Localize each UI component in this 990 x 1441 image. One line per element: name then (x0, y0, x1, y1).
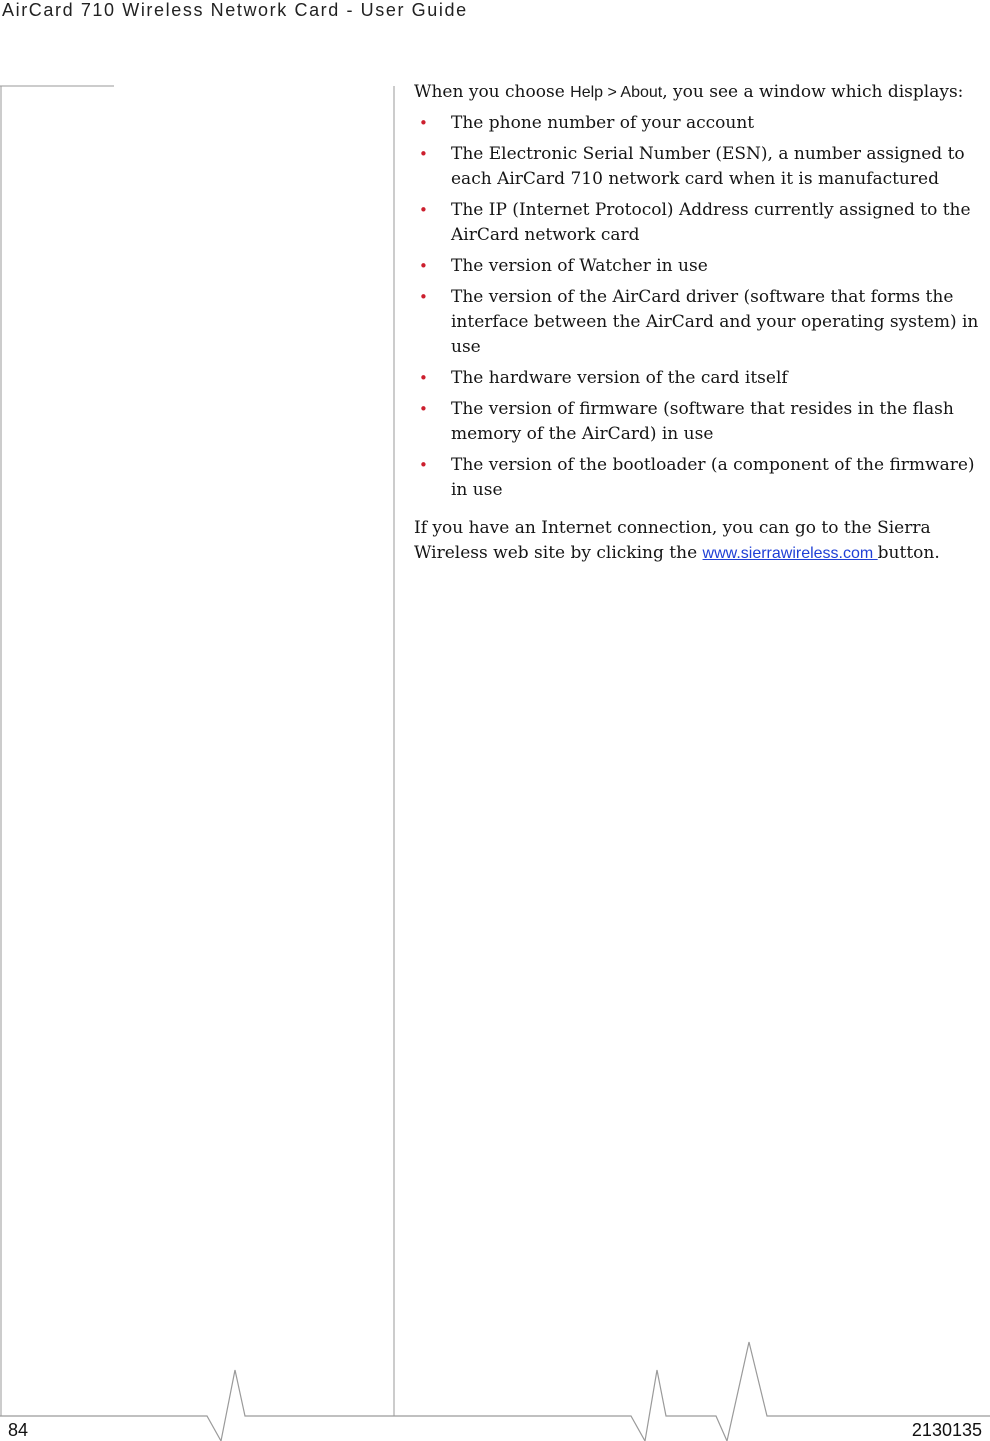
menu-path-term: Help > About (570, 84, 663, 101)
list-item-text: The version of firmware (software that resides in the flash memory of the AirCard) in use (451, 399, 954, 444)
list-item (414, 397, 990, 447)
list-item-text: The IP (Internet Protocol) Address currently assigned to the AirCard network card (451, 200, 971, 245)
list-item (414, 453, 990, 503)
bullet-icon: • (419, 201, 428, 219)
list-item (414, 142, 990, 192)
list-item-text: The Electronic Serial Number (ESN), a number assigned to each AirCard 710 network card when it is manufactured (451, 144, 965, 189)
list-item-text: The phone number of your account (451, 113, 755, 133)
footer-page-number: 84 (8, 1420, 29, 1440)
bullet-icon: • (419, 369, 428, 387)
bullet-icon: • (419, 257, 428, 275)
list-item (414, 198, 990, 248)
list-item-text: The hardware version of the card itself (451, 368, 788, 388)
list-item (414, 366, 990, 391)
bullet-icon: • (419, 288, 428, 306)
closing-text-after: button. (877, 543, 940, 563)
list-item (414, 285, 990, 360)
list-item (414, 254, 990, 279)
list-item-text: The version of the AirCard driver (software that forms the interface between the AirCard and your operating system) in use (451, 287, 979, 357)
bullet-icon: • (419, 145, 428, 163)
intro-text-before: When you choose (414, 82, 571, 102)
sierra-wireless-link[interactable]: www.sierrawireless.com (702, 545, 878, 562)
intro-paragraph (414, 80, 990, 105)
about-items-list (414, 111, 990, 503)
bullet-icon: • (419, 456, 428, 474)
bullet-icon: • (419, 400, 428, 418)
footer-document-number: 2130135 (911, 1420, 982, 1440)
closing-paragraph (414, 516, 990, 566)
list-item-text: The version of Watcher in use (451, 256, 708, 276)
running-header-title: AirCard 710 Wireless Network Card - User Guide (2, 0, 468, 20)
bullet-icon: • (419, 114, 428, 132)
intro-text-after: , you see a window which displays: (662, 82, 964, 102)
footer-heartbeat-line (0, 1342, 990, 1441)
list-item (414, 111, 990, 136)
list-item-text: The version of the bootloader (a component of the firmware) in use (451, 455, 975, 500)
main-content (414, 80, 990, 566)
closing-text-before: If you have an Internet connection, you can go to the Sierra Wireless web site by clicking the (414, 518, 931, 563)
